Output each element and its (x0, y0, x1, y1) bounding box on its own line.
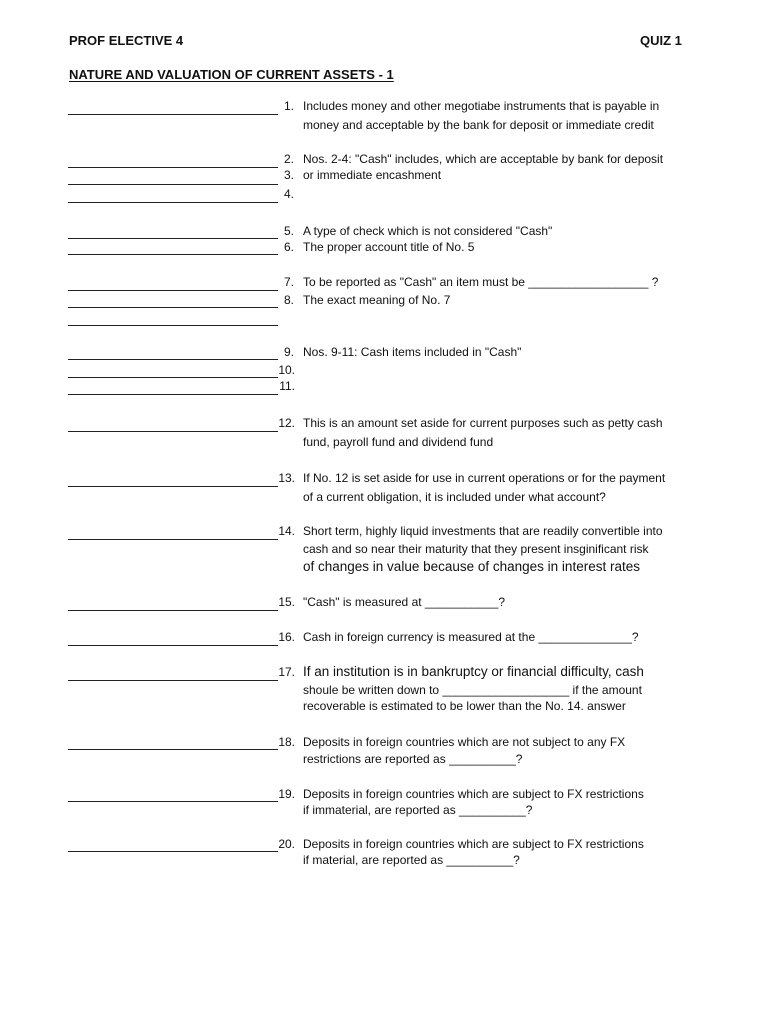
answer-line-2[interactable] (68, 167, 278, 168)
question-number-1: 1. (283, 99, 294, 113)
question-text-9-line-1: Nos. 9-11: Cash items included in "Cash" (303, 345, 522, 359)
question-text-20-line-2: if material, are reported as __________? (303, 853, 520, 867)
question-number-10: 10. (278, 363, 295, 377)
question-text-6-line-1: The proper account title of No. 5 (303, 240, 475, 254)
answer-line-3[interactable] (68, 184, 278, 185)
question-text-19-line-2: if immaterial, are reported as __________? (303, 803, 533, 817)
answer-line-6[interactable] (68, 254, 278, 255)
question-text-5-line-1: A type of check which is not considered "Cash" (303, 224, 553, 238)
answer-line-18[interactable] (68, 749, 278, 750)
question-text-20-line-1: Deposits in foreign countries which are subject to FX restrictions (303, 837, 644, 851)
question-text-12-line-2: fund, payroll fund and dividend fund (303, 435, 494, 449)
course-title: PROF ELECTIVE 4 (69, 33, 184, 48)
question-number-8: 8. (283, 293, 294, 307)
question-text-1-line-1: Includes money and other megotiabe instruments that is payable in (303, 99, 660, 113)
page-title: NATURE AND VALUATION OF CURRENT ASSETS - 1 (69, 67, 394, 82)
answer-line-17[interactable] (68, 680, 278, 681)
answer-line-7[interactable] (68, 290, 278, 291)
question-number-13: 13. (278, 471, 295, 485)
question-text-18-line-2: restrictions are reported as __________? (303, 752, 523, 766)
question-number-2: 2. (283, 152, 294, 166)
answer-line-13[interactable] (68, 486, 278, 487)
question-text-12-line-1: This is an amount set aside for current purposes such as petty cash (303, 416, 663, 430)
question-text-13-line-2: of a current obligation, it is included under what account? (303, 490, 606, 504)
question-text-3-line-1: or immediate encashment (303, 168, 442, 182)
answer-line-8[interactable] (68, 307, 278, 308)
question-text-17-line-2: shoule be written down to ___________________ if the amount (303, 683, 642, 697)
quiz-label: QUIZ 1 (640, 33, 682, 48)
question-number-11: 11. (279, 379, 295, 393)
question-number-9: 9. (283, 345, 294, 359)
question-number-17: 17. (278, 665, 295, 679)
question-text-8-line-1: The exact meaning of No. 7 (303, 293, 451, 307)
question-number-6: 6. (283, 240, 294, 254)
question-text-17-line-1: If an institution is in bankruptcy or financial difficulty, cash (303, 664, 644, 679)
question-text-14-line-1: Short term, highly liquid investments that are readily convertible into (303, 524, 663, 538)
answer-line-1[interactable] (68, 114, 278, 115)
question-number-19: 19. (278, 787, 295, 801)
question-text-1-line-2: money and acceptable by the bank for deposit or immediate credit (303, 118, 654, 132)
answer-line-5[interactable] (68, 238, 278, 239)
question-text-17-line-3: recoverable is estimated to be lower than the No. 14. answer (303, 699, 626, 713)
question-text-16-line-1: Cash in foreign currency is measured at the ______________? (303, 630, 639, 644)
question-text-14-line-3: of changes in value because of changes in interest rates (303, 559, 640, 574)
question-number-4: 4. (283, 187, 294, 201)
answer-line-16[interactable] (68, 645, 278, 646)
answer-line-12[interactable] (68, 431, 278, 432)
question-number-16: 16. (278, 630, 295, 644)
question-text-19-line-1: Deposits in foreign countries which are subject to FX restrictions (303, 787, 644, 801)
question-text-13-line-1: If No. 12 is set aside for use in current operations or for the payment (303, 471, 666, 485)
question-number-3: 3. (283, 168, 294, 182)
answer-line-14[interactable] (68, 539, 278, 540)
question-number-14: 14. (278, 524, 295, 538)
question-text-15-line-1: "Cash" is measured at ___________? (303, 595, 505, 609)
question-number-15: 15. (278, 595, 295, 609)
question-text-2-line-1: Nos. 2-4: "Cash" includes, which are acceptable by bank for deposit (303, 152, 664, 166)
question-number-7: 7. (283, 275, 294, 289)
answer-line-4[interactable] (68, 202, 278, 203)
question-text-7-line-1: To be reported as "Cash" an item must be __________________ ? (303, 275, 659, 289)
answer-line-11[interactable] (68, 394, 278, 395)
question-text-18-line-1: Deposits in foreign countries which are not subject to any FX (303, 735, 626, 749)
question-number-5: 5. (283, 224, 294, 238)
answer-line-9[interactable] (68, 359, 278, 360)
answer-line-19[interactable] (68, 801, 278, 802)
question-number-20: 20. (278, 837, 295, 851)
answer-line-10[interactable] (68, 377, 278, 378)
answer-line-15[interactable] (68, 610, 278, 611)
answer-line-20[interactable] (68, 851, 278, 852)
question-number-18: 18. (278, 735, 295, 749)
question-text-14-line-2: cash and so near their maturity that they present insginificant risk (303, 542, 649, 556)
question-number-12: 12. (278, 416, 295, 430)
answer-line-extra-1[interactable] (68, 325, 278, 326)
